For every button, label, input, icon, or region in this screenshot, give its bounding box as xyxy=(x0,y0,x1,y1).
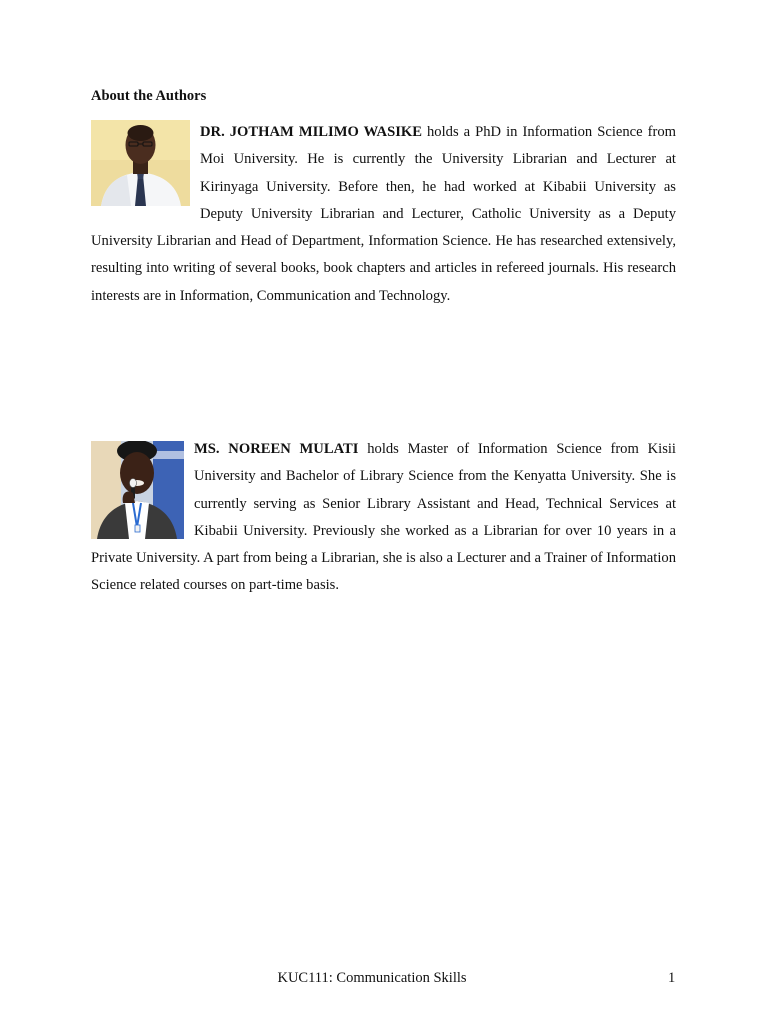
page-heading: About the Authors xyxy=(91,88,207,104)
footer-course-title: KUC111: Communication Skills xyxy=(277,970,467,986)
author-bio-text: holds Master of Information Science from Kisii University and Bachelor of Library Science from the Kenyatta University. She is currently serving as Senior Library Assistant and Head, Technical Services at Kibabii University. Previously she worked as a Librarian for over 10 years in a Private University. A part from being a Librarian, she is also a Lecturer and a Trainer of Information Science related courses on part-time basis. xyxy=(91,441,676,594)
woman-portrait-icon xyxy=(91,441,184,539)
author-bio-wasike xyxy=(91,119,676,310)
author-photo-wasike xyxy=(91,120,190,206)
man-portrait-icon xyxy=(91,120,190,206)
author-name: DR. JOTHAM MILIMO WASIKE xyxy=(200,124,422,140)
author-photo-mulati xyxy=(91,441,184,539)
author-bio-text: holds a PhD in Information Science from Moi University. He is currently the University Librarian and Lecturer at Kirinyaga University. Before then, he had worked at Kibabii University as Deputy University Librarian and Lecturer, Catholic University as a Deputy University Librarian and Head of Department, Information Science. He has researched extensively, resulting into writing of several books, book chapters and articles in refereed journals. His research interests are in Information, Communication and Technology. xyxy=(91,124,676,304)
author-bio-mulati xyxy=(91,436,676,600)
page-number: 1 xyxy=(668,970,676,986)
author-name: MS. NOREEN MULATI xyxy=(194,441,359,457)
